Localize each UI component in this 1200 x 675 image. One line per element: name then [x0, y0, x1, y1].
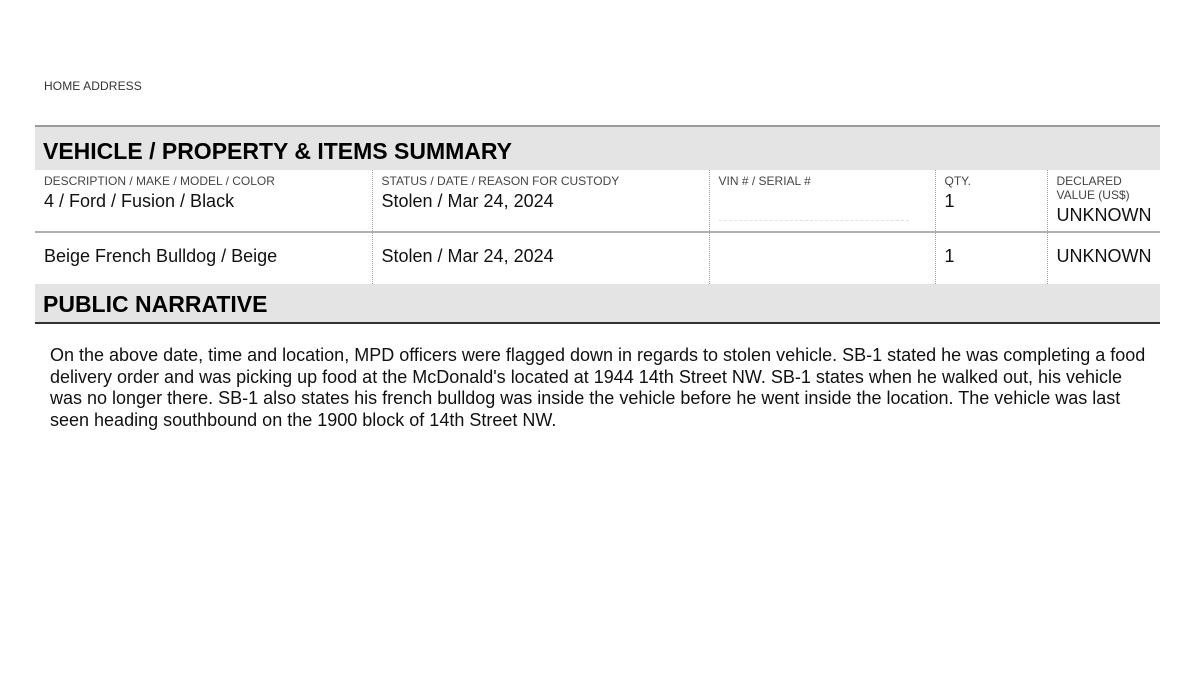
description-value: Beige French Bulldog / Beige [44, 246, 278, 266]
vin-cell [709, 170, 935, 232]
description-value: 4 / Ford / Fusion / Black [44, 191, 235, 211]
qty-column-label: QTY. [944, 174, 971, 188]
narrative-section-title: PUBLIC NARRATIVE [35, 284, 1160, 324]
description-cell [35, 170, 372, 232]
home-address-label: HOME ADDRESS [44, 79, 142, 93]
vin-column-label: VIN # / SERIAL # [718, 174, 811, 188]
declared-value: UNKNOWN [1056, 205, 1152, 225]
table-row [35, 170, 1160, 232]
declared-value: UNKNOWN [1056, 246, 1152, 266]
declared-value-cell [1047, 232, 1160, 284]
qty-value: 1 [944, 191, 955, 211]
vehicle-section-title: VEHICLE / PROPERTY & ITEMS SUMMARY [35, 125, 1160, 170]
status-cell [372, 232, 709, 284]
declared-value-cell [1047, 170, 1160, 232]
vin-cell [709, 232, 935, 284]
items-summary-table [35, 170, 1160, 284]
qty-cell [935, 170, 1047, 232]
narrative-text: On the above date, time and location, MPD officers were flagged down in regards to stolen vehicle. SB-1 stated he was completing a food delivery order and was picking up food at the McDonald's located at 1944 14th Street NW. SB-1 states when he walked out, his vehicle was no longer there. SB-1 also states his french bulldog was inside the vehicle before he went inside the location. The vehicle was last seen heading southbound on the 1900 block of 14th Street NW. [50, 345, 1146, 430]
qty-cell [935, 232, 1047, 284]
status-value: Stolen / Mar 24, 2024 [381, 191, 554, 211]
table-row [35, 232, 1160, 284]
vin-redacted-value [719, 210, 909, 221]
description-cell [35, 232, 372, 284]
status-column-label: STATUS / DATE / REASON FOR CUSTODY [381, 174, 620, 188]
qty-value: 1 [944, 246, 955, 266]
declared-value-column-label: DECLARED VALUE (US$) [1056, 174, 1130, 202]
status-value: Stolen / Mar 24, 2024 [381, 246, 554, 266]
description-column-label: DESCRIPTION / MAKE / MODEL / COLOR [44, 174, 275, 188]
status-cell [372, 170, 709, 232]
